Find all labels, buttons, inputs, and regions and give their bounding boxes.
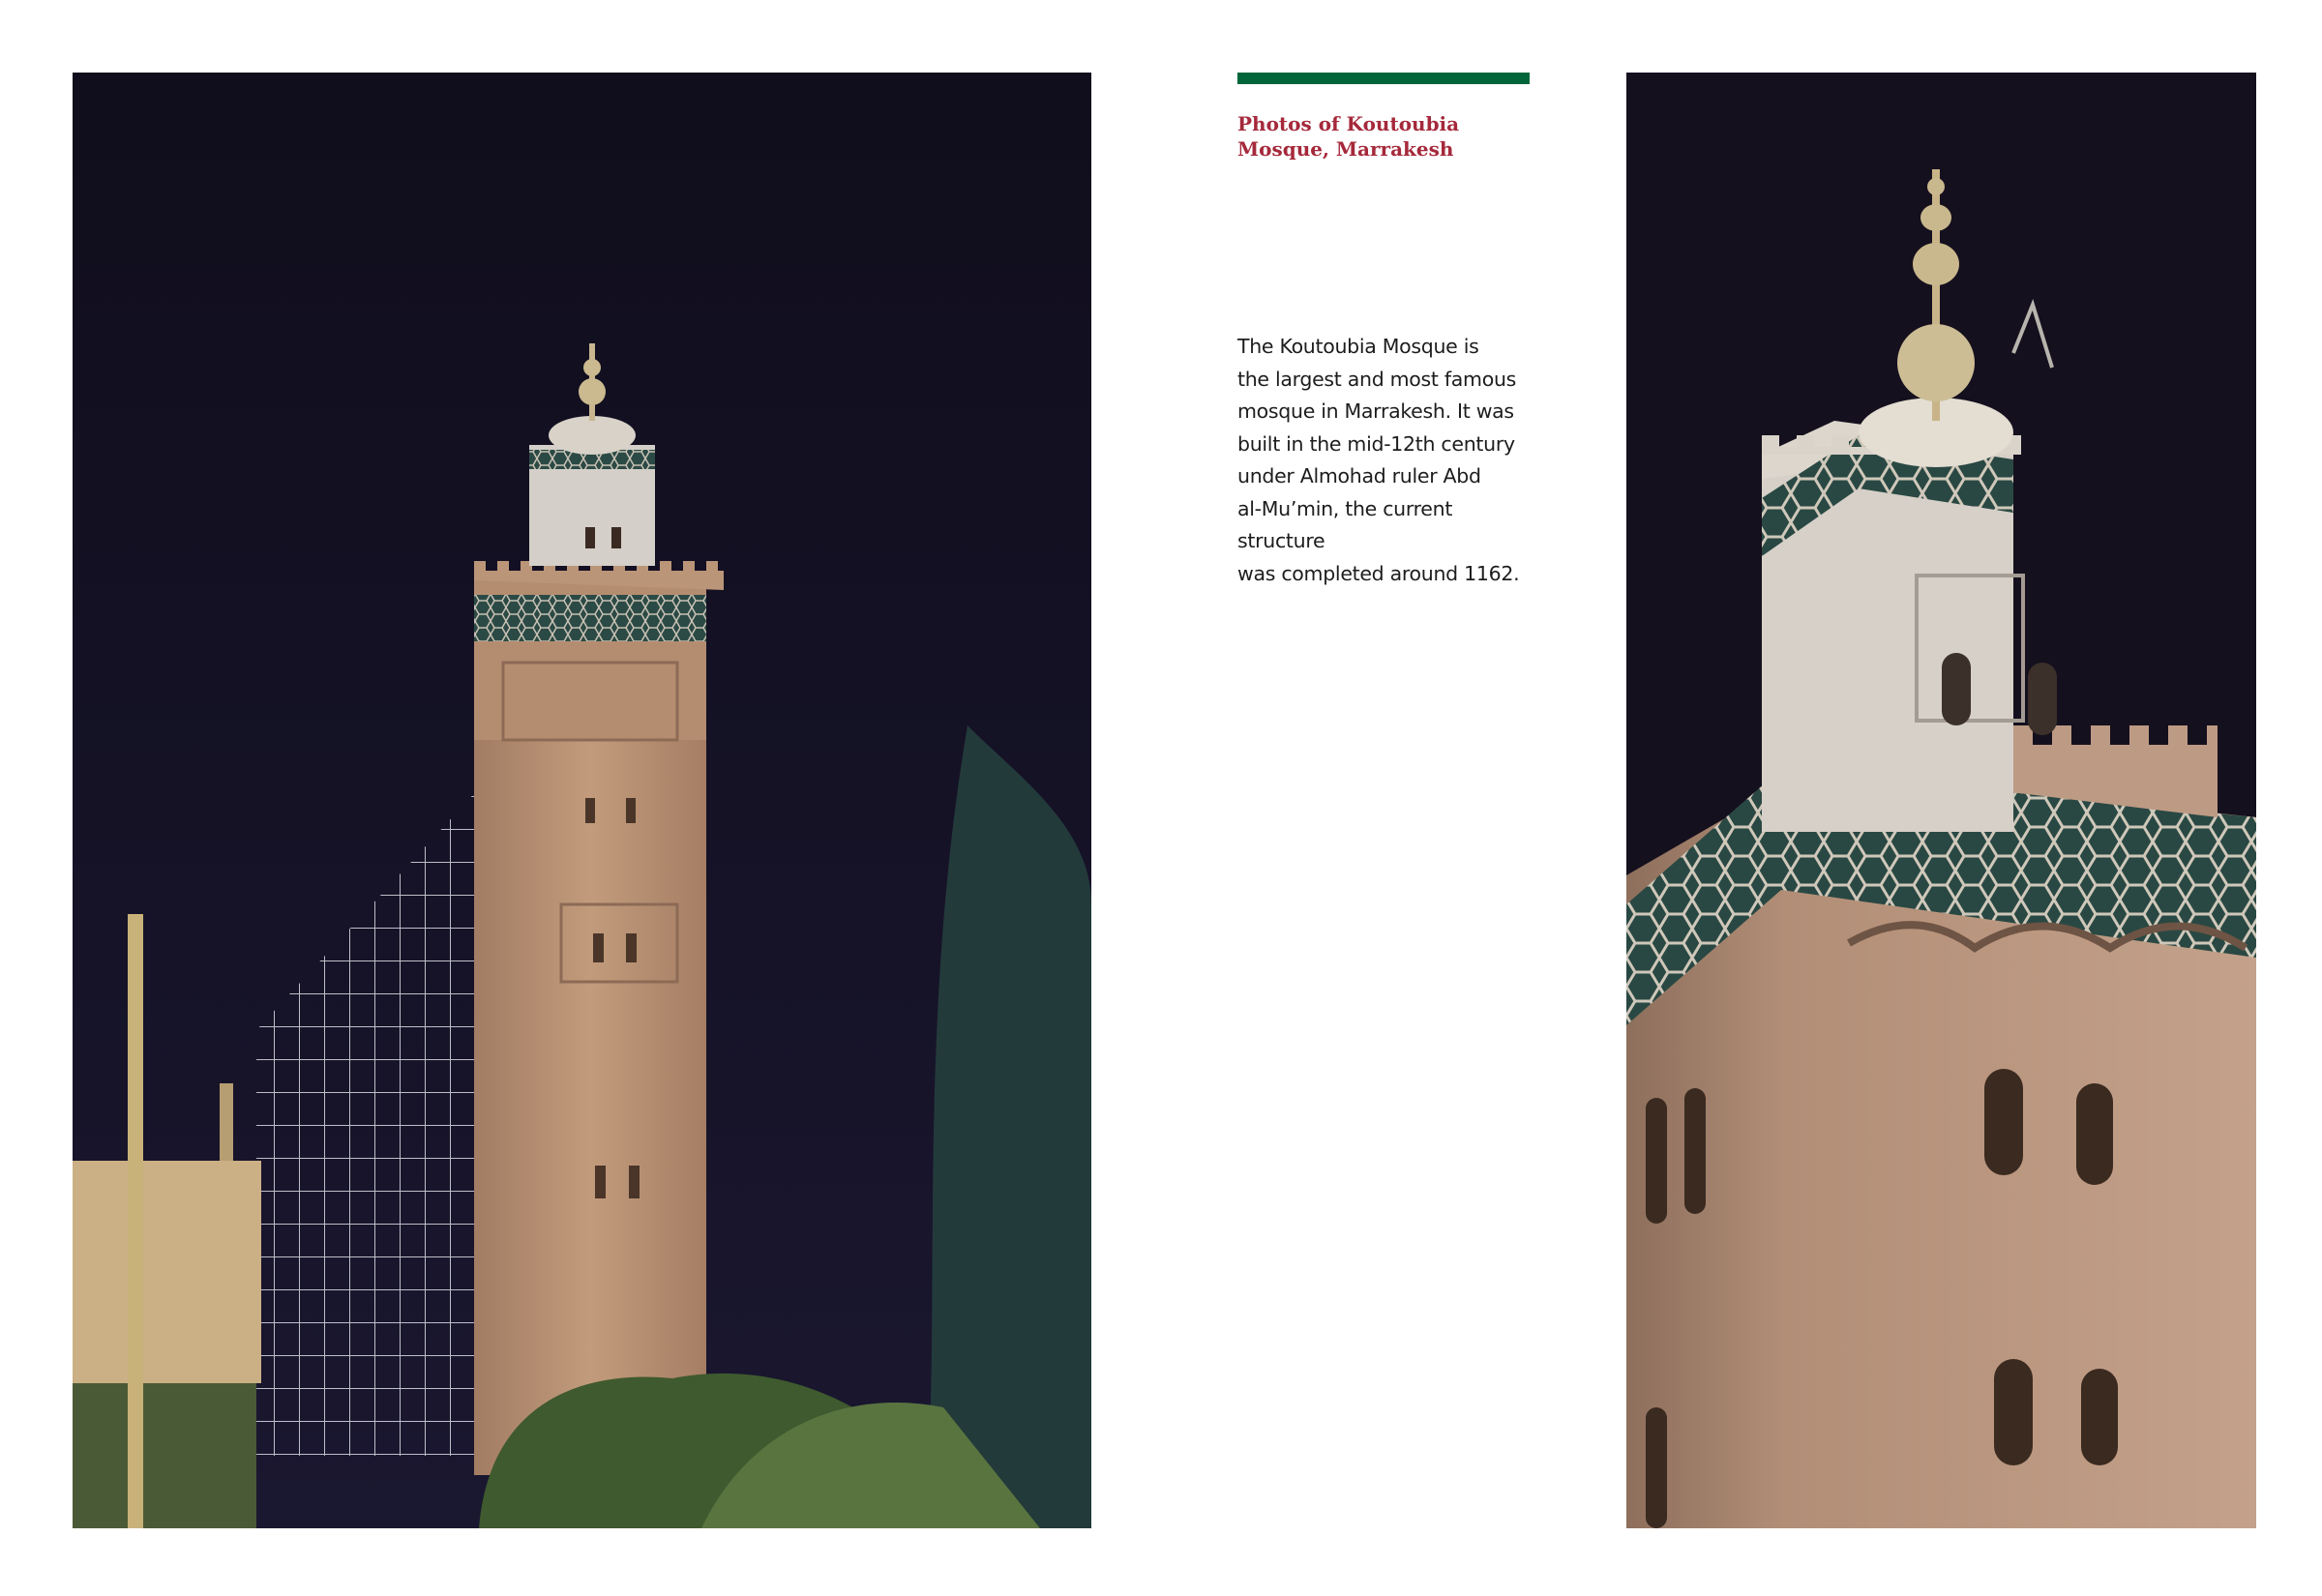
photo-minaret-full-view xyxy=(73,73,1091,1528)
caption-body: The Koutoubia Mosque is the largest and most famous mosque in Marrakesh. It was built in the mid-12th century under Almohad ruler Abd al-Mu’min, the current structure was completed around 1162. xyxy=(1237,335,1520,585)
caption-column xyxy=(1237,73,1532,590)
accent-bar xyxy=(1237,73,1530,84)
photo-minaret-close-up xyxy=(1626,73,2256,1528)
caption-title: Photos of Koutoubia Mosque, Marrakesh xyxy=(1237,112,1460,161)
